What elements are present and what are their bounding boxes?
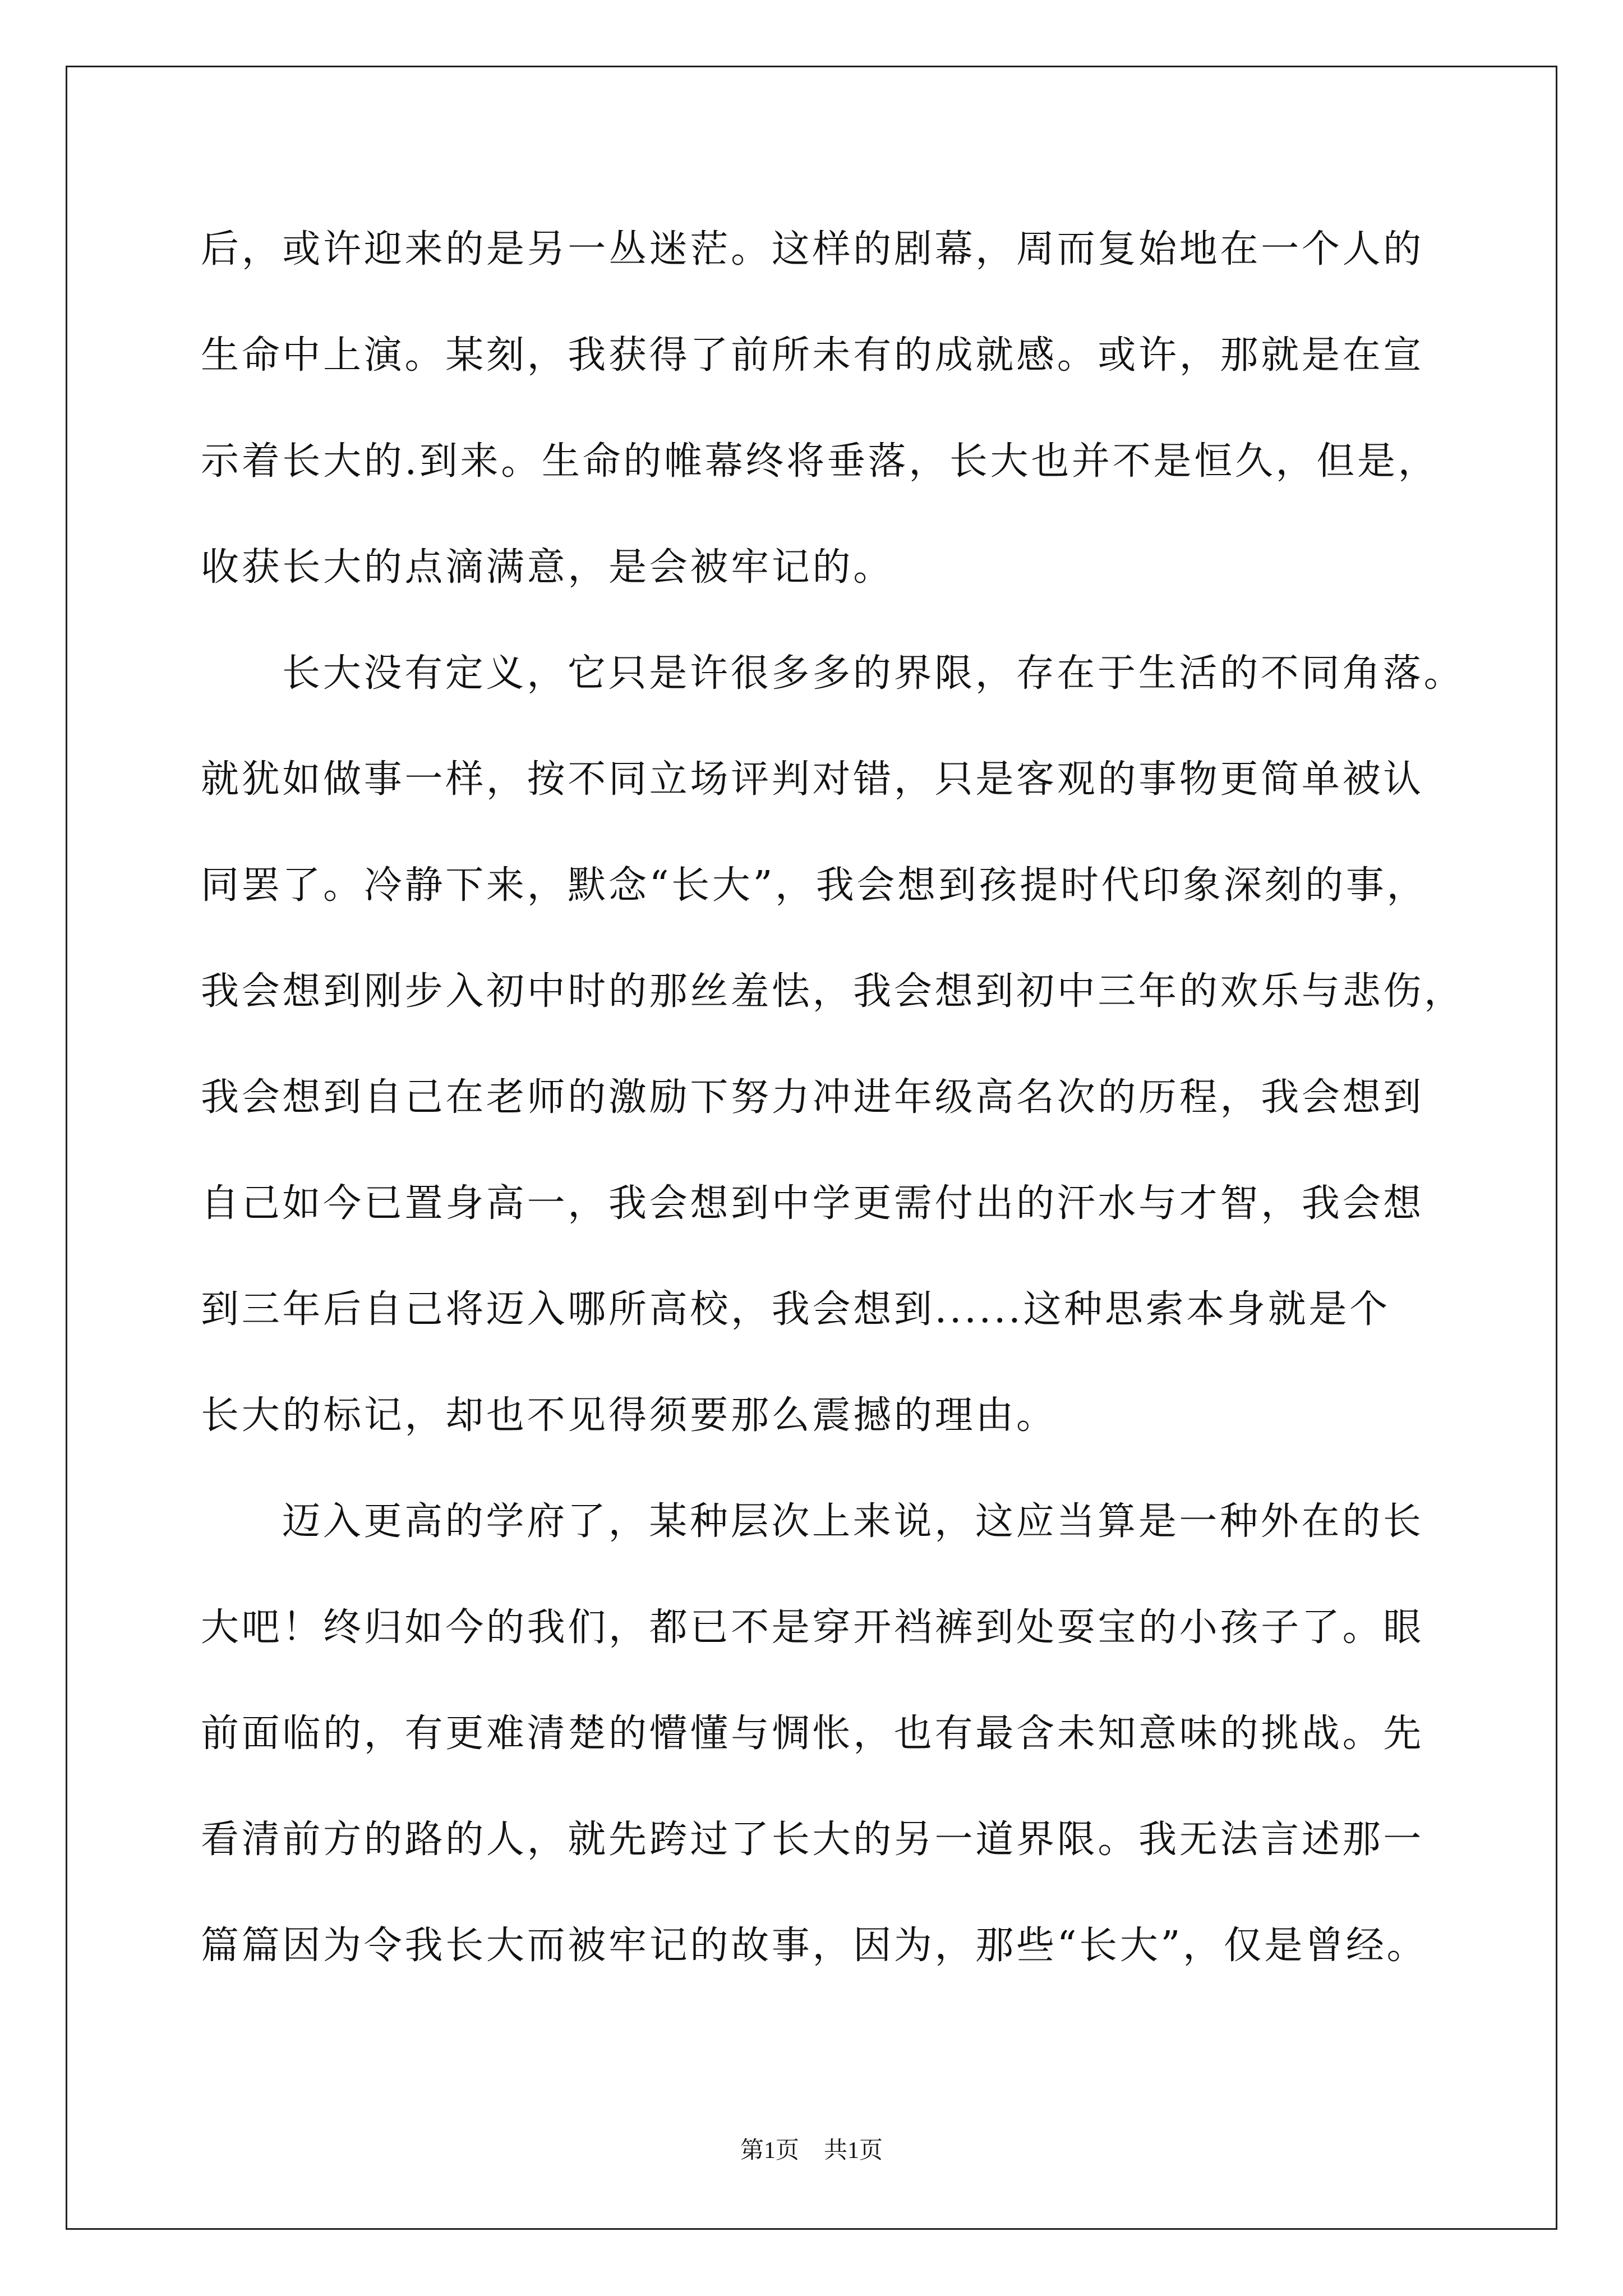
text-line: 迈入更高的学府了，某种层次上来说，这应当算是一种外在的长	[282, 1499, 1424, 1544]
text-line: 我会想到刚步入初中时的那丝羞怯，我会想到初中三年的欢乐与悲伤，	[201, 969, 1465, 1014]
page-number: 第1页	[740, 2138, 799, 2164]
text-line: 生命中上演。某刻，我获得了前所未有的成就感。或许，那就是在宣	[201, 333, 1424, 378]
text-line: 就犹如做事一样，按不同立场评判对错，只是客观的事物更简单被认	[201, 757, 1424, 802]
text-line: 同罢了。冷静下来，默念“长大”，我会想到孩提时代印象深刻的事，	[201, 863, 1428, 908]
text-line: 篇篇因为令我长大而被牢记的故事，因为，那些“长大”，仅是曾经。	[201, 1924, 1428, 1968]
text-line: 长大没有定义，它只是许很多多的界限，存在于生活的不同角落。	[282, 651, 1465, 696]
text-line: 到三年后自己将迈入哪所高校，我会想到......这种思索本身就是个	[201, 1287, 1390, 1332]
paragraph	[201, 620, 1547, 1469]
paragraph	[201, 1469, 1547, 1999]
text-line: 收获长大的点滴满意，是会被牢记的。	[201, 545, 894, 590]
text-line: 后，或许迎来的是另一丛迷茫。这样的剧幕，周而复始地在一个人的	[201, 227, 1424, 272]
text-line: 大吧！终归如今的我们，都已不是穿开裆裤到处耍宝的小孩子了。眼	[201, 1605, 1424, 1650]
text-line: 长大的标记，却也不见得须要那么震撼的理由。	[201, 1393, 1057, 1438]
text-line: 示着长大的.到来。生命的帷幕终将垂落，长大也并不是恒久，但是，	[201, 439, 1439, 484]
paragraph	[201, 196, 1547, 620]
text-line: 我会想到自己在老师的激励下努力冲进年级高名次的历程，我会想到	[201, 1075, 1424, 1120]
text-line: 看清前方的路的人，就先跨过了长大的另一道界限。我无法言述那一	[201, 1818, 1424, 1862]
text-line: 前面临的，有更难清楚的懵懂与惆怅，也有最含未知意味的挑战。先	[201, 1711, 1424, 1756]
page-footer	[0, 2135, 1623, 2166]
page-total: 共1页	[824, 2138, 883, 2164]
document-body	[201, 196, 1547, 1999]
text-line: 自己如今已置身高一，我会想到中学更需付出的汗水与才智，我会想	[201, 1181, 1424, 1226]
